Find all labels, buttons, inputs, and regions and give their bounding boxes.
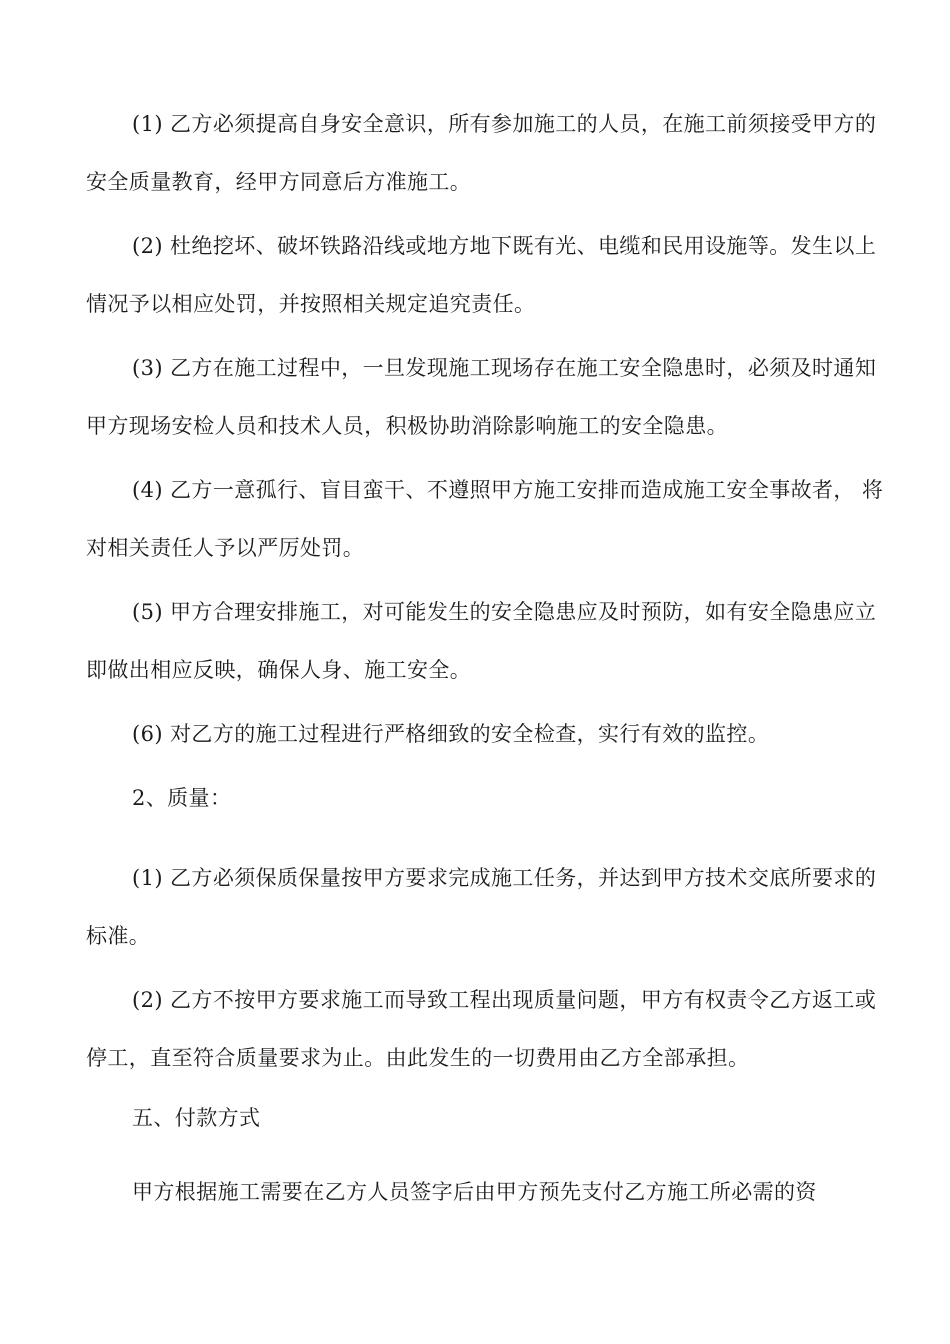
quality-item-2: (2) 乙方不按甲方要求施工而导致工程出现质量问题，甲方有权责令乙方返工或停工，直至符合质量要求为止。由此发生的一切费用由乙方全部承担。 (86, 988, 877, 1070)
quality-item-1: (1) 乙方必须保质保量按甲方要求完成施工任务，并达到甲方技术交底所要求的标准。 (86, 866, 877, 948)
safety-item-5: (5) 甲方合理安排施工，对可能发生的安全隐患应及时预防，如有安全隐患应立即做出相应反映，确保人身、施工安全。 (86, 600, 877, 682)
safety-item-1: (1) 乙方必须提高自身安全意识，所有参加施工的人员，在施工前须接受甲方的安全质量教育，经甲方同意后方准施工。 (86, 112, 877, 194)
quality-heading: 2、质量： (132, 786, 232, 810)
safety-item-4: (4) 乙方一意孤行、盲目蛮干、不遵照甲方施工安排而造成施工安全事故者， 将对相关责任人予以严厉处罚。 (86, 478, 884, 560)
safety-item-2: (2) 杜绝挖坏、破坏铁路沿线或地方地下既有光、电缆和民用设施等。发生以上情况予以相应处罚，并按照相关规定追究责任。 (86, 234, 877, 316)
safety-item-3: (3) 乙方在施工过程中，一旦发现施工现场存在施工安全隐患时，必须及时通知甲方现场安检人员和技术人员，积极协助消除影响施工的安全隐患。 (86, 356, 877, 438)
payment-heading: 五、付款方式 (132, 1106, 261, 1130)
payment-paragraph: 甲方根据施工需要在乙方人员签字后由甲方预先支付乙方施工所必需的资 (132, 1180, 817, 1204)
safety-item-6: (6) 对乙方的施工过程进行严格细致的安全检查，实行有效的监控。 (132, 722, 770, 746)
